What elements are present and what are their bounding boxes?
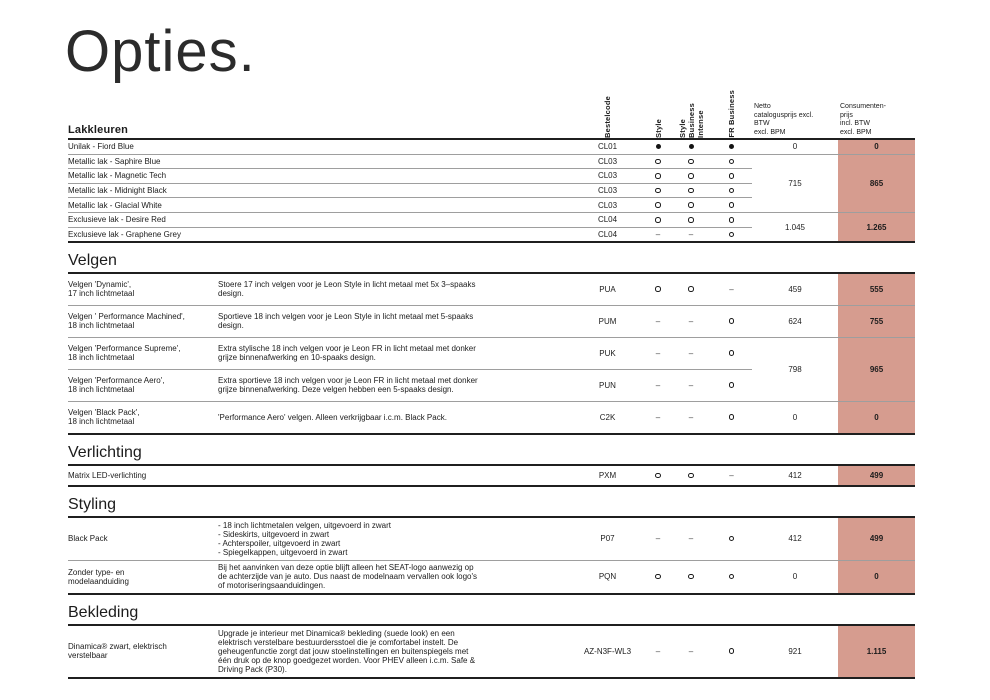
optional-open-circle-icon <box>655 159 661 165</box>
option-description-text: Extra sportieve 18 inch velgen voor je Leon FR in licht metaal met donker grijze binnenafwerking. Deze velgen hebben een 5-spaaks design. <box>218 376 478 395</box>
option-name-line: Velgen 'Dynamic', <box>68 280 132 290</box>
option-description <box>218 561 570 594</box>
availability-fr-business <box>711 338 752 370</box>
option-name-line: 18 inch lichtmetaal <box>68 385 135 395</box>
availability-style-business-intense <box>671 184 711 199</box>
option-description <box>218 402 570 433</box>
option-name-line: Exclusieve lak - Graphene Grey <box>68 229 181 239</box>
availability-style <box>645 402 671 433</box>
availability-fr-business <box>711 198 752 213</box>
option-name-line: 18 inch lichtmetaal <box>68 321 135 331</box>
column-label-consumentenprijs: Consumenten- prijs incl. BTW excl. BPM <box>840 103 886 136</box>
option-description <box>218 274 570 306</box>
optional-open-circle-icon <box>655 202 661 208</box>
optional-open-circle-icon <box>729 574 735 580</box>
option-name <box>68 198 570 213</box>
netto-price: 715 <box>752 155 838 213</box>
optional-open-circle-icon <box>729 414 735 420</box>
option-name <box>68 228 570 242</box>
option-name <box>68 169 570 184</box>
optional-open-circle-icon <box>729 159 735 165</box>
order-code: CL03 <box>570 155 645 170</box>
availability-fr-business <box>711 466 752 485</box>
availability-fr-business <box>711 274 752 306</box>
option-name-line: Velgen 'Black Pack', <box>68 408 140 418</box>
option-description-text: Sportieve 18 inch velgen voor je Leon Style in licht metaal met 5-spaaks design. <box>218 312 474 331</box>
option-name <box>68 402 218 433</box>
availability-style <box>645 140 671 155</box>
order-code: PUM <box>570 306 645 338</box>
availability-fr-business <box>711 306 752 338</box>
section-title-bekleding <box>68 595 915 626</box>
option-name-line: Exclusieve lak - Desire Red <box>68 215 166 225</box>
availability-style-business-intense <box>671 198 711 213</box>
consumenten-price: 1.265 <box>838 213 915 241</box>
availability-style <box>645 626 671 677</box>
not-available-dash: – <box>655 412 661 422</box>
order-code: CL03 <box>570 184 645 199</box>
availability-style-business-intense <box>671 140 711 155</box>
option-name <box>68 213 570 228</box>
order-code: AZ-N3F-WL3 <box>583 646 632 656</box>
optional-open-circle-icon <box>688 574 694 580</box>
section-table-bekleding <box>68 626 915 679</box>
option-name-line: 18 inch lichtmetaal <box>68 417 135 427</box>
availability-fr-business <box>711 626 752 677</box>
option-name-line: Velgen 'Performance Supreme', <box>68 344 181 354</box>
option-description-text: Upgrade je interieur met Dinamica® bekleding (suede look) en een elektrisch verstelbare bestuurdersstoel die je comfortabel instelt. De geheugenfunctie zorgt dat jouw stoelinstellingen en buitenspiegels met één druk op de knop goedgezet worden. Voor PHEV alleen i.c.m. Safe & Driving Pack (P30). <box>218 628 476 674</box>
availability-style-business-intense <box>671 169 711 184</box>
option-name-line: Velgen ' Performance Machined', <box>68 312 185 322</box>
netto-price: 412 <box>788 471 802 481</box>
consumenten-price: 965 <box>838 338 915 402</box>
page-title: Opties. <box>65 19 256 84</box>
not-available-dash: – <box>688 229 694 239</box>
availability-style <box>645 561 671 594</box>
netto-price: 0 <box>752 140 838 155</box>
netto-price: 412 <box>752 518 838 561</box>
optional-open-circle-icon <box>688 217 694 223</box>
option-name <box>68 370 218 402</box>
not-available-dash: – <box>688 646 694 656</box>
section-title-label: Bekleding <box>68 604 139 622</box>
order-code: PUA <box>570 274 645 306</box>
option-description-text: 'Performance Aero' velgen. Alleen verkrijgbaar i.c.m. Black Pack. <box>218 412 447 422</box>
option-name-line: Velgen 'Performance Aero', <box>68 376 165 386</box>
standard-filled-dot-icon <box>656 144 661 149</box>
options-price-page <box>65 0 915 679</box>
order-code: CL03 <box>570 169 645 184</box>
option-name <box>68 155 570 170</box>
availability-fr-business <box>711 213 752 228</box>
option-name-line: Black Pack <box>68 534 108 544</box>
optional-open-circle-icon <box>688 173 694 179</box>
option-name <box>68 518 218 561</box>
section-title-label: Velgen <box>68 252 117 270</box>
column-label-style-business-intense: Style Business Intense <box>677 103 705 138</box>
option-name <box>68 338 218 370</box>
consumenten-price: 0 <box>838 402 915 433</box>
column-label-bestelcode: Bestelcode <box>603 95 612 138</box>
consumenten-price: 1.115 <box>838 626 915 677</box>
availability-style <box>645 184 671 199</box>
section-title-lakkleuren: Lakkleuren <box>68 124 129 136</box>
availability-fr-business <box>711 561 752 594</box>
netto-price: 0 <box>792 413 798 423</box>
availability-style <box>645 466 671 485</box>
option-description-text: Stoere 17 inch velgen voor je Leon Style in licht metaal met 5x 3–spaaks design. <box>218 280 476 299</box>
consumenten-price: 555 <box>838 274 915 306</box>
not-available-dash: – <box>688 380 694 390</box>
optional-open-circle-icon <box>688 286 694 292</box>
not-available-dash: – <box>655 316 661 326</box>
standard-filled-dot-icon <box>689 144 694 149</box>
optional-open-circle-icon <box>688 159 694 165</box>
optional-open-circle-icon <box>655 217 661 223</box>
option-name-line: Metallic lak - Glacial White <box>68 200 162 210</box>
option-name <box>68 561 218 594</box>
section-table-lakkleuren <box>68 140 915 243</box>
availability-style <box>645 370 671 402</box>
order-code: PUK <box>570 338 645 370</box>
consumenten-price: 0 <box>838 561 915 594</box>
optional-open-circle-icon <box>655 286 661 292</box>
option-description <box>218 518 570 561</box>
availability-style-business-intense <box>671 402 711 433</box>
standard-filled-dot-icon <box>729 144 734 149</box>
optional-open-circle-icon <box>688 473 694 479</box>
order-code: C2K <box>599 412 616 422</box>
optional-open-circle-icon <box>655 173 661 179</box>
order-code: CL04 <box>597 229 618 239</box>
availability-fr-business <box>711 169 752 184</box>
option-description <box>218 306 570 338</box>
option-description-text: Extra stylische 18 inch velgen voor je Leon FR in licht metaal met donker grijze binnenafwerking en 10-spaaks design. <box>218 344 476 363</box>
availability-style <box>645 306 671 338</box>
availability-style-business-intense <box>671 466 711 485</box>
availability-fr-business <box>711 370 752 402</box>
not-available-dash: – <box>655 348 661 358</box>
option-name-line: 17 inch lichtmetaal <box>68 289 135 299</box>
order-code: CL03 <box>570 198 645 213</box>
not-available-dash: – <box>655 380 661 390</box>
optional-open-circle-icon <box>729 382 735 388</box>
availability-style-business-intense <box>671 518 711 561</box>
column-style <box>645 68 671 138</box>
option-name-line: Metallic lak - Midnight Black <box>68 186 167 196</box>
availability-style-business-intense <box>671 626 711 677</box>
option-name-line: Metallic lak - Saphire Blue <box>68 156 161 166</box>
netto-price: 624 <box>752 306 838 338</box>
table-sections <box>68 140 915 679</box>
netto-price: 798 <box>752 338 838 402</box>
availability-style <box>645 338 671 370</box>
order-code: PQN <box>598 572 617 582</box>
section-title-label: Verlichting <box>68 444 142 462</box>
netto-price: 921 <box>788 646 802 656</box>
option-description-text: Bij het aanvinken van deze optie blijft alleen het SEAT-logo aanwezig op de achterzijde van je auto. Dus naast de modelnaam vervallen ook logo's of motoriseringsaanduidingen. <box>218 563 478 591</box>
section-title-velgen <box>68 243 915 274</box>
option-description <box>218 338 570 370</box>
consumenten-price: 499 <box>838 466 915 485</box>
option-name <box>68 466 570 485</box>
not-available-dash: – <box>688 316 694 326</box>
netto-price: 1.045 <box>784 222 806 232</box>
availability-style-business-intense <box>671 338 711 370</box>
option-name-line: Unilak - Fiord Blue <box>68 142 134 152</box>
not-available-dash: – <box>688 534 694 544</box>
optional-open-circle-icon <box>729 173 735 179</box>
column-label-netto-prijs: Netto catalogusprijs excl. BTW excl. BPM <box>754 103 814 136</box>
availability-style-business-intense <box>671 228 711 242</box>
availability-style-business-intense <box>671 274 711 306</box>
availability-style-business-intense <box>671 306 711 338</box>
availability-style-business-intense <box>671 561 711 594</box>
optional-open-circle-icon <box>655 473 661 479</box>
column-label-fr-business: FR Business <box>727 90 736 138</box>
optional-open-circle-icon <box>729 536 735 542</box>
availability-fr-business <box>711 155 752 170</box>
option-name-line: 18 inch lichtmetaal <box>68 353 135 363</box>
optional-open-circle-icon <box>688 202 694 208</box>
section-table-verlichting <box>68 466 915 487</box>
netto-price: 0 <box>792 572 798 582</box>
optional-open-circle-icon <box>729 318 735 324</box>
not-available-dash: – <box>688 412 694 422</box>
option-name-line: Metallic lak - Magnetic Tech <box>68 171 167 181</box>
column-bestelcode <box>570 68 645 138</box>
optional-open-circle-icon <box>729 188 735 194</box>
section-title-verlichting <box>68 435 915 466</box>
optional-open-circle-icon <box>729 202 735 208</box>
option-name-line: Dinamica® zwart, elektrisch <box>68 642 167 652</box>
order-code: CL01 <box>570 140 645 155</box>
option-description-text: - 18 inch lichtmetalen velgen, uitgevoerd in zwart - Sideskirts, uitgevoerd in zwart - Achterspoiler, uitgevoerd in zwart - Spiegelkappen, uitgevoerd in zwart <box>218 520 391 557</box>
column-fr-business <box>711 68 752 138</box>
order-code: PXM <box>598 471 617 481</box>
option-name-line: modelaanduiding <box>68 576 129 586</box>
netto-price: 459 <box>752 274 838 306</box>
order-code: CL04 <box>570 213 645 228</box>
section-title-label: Styling <box>68 496 117 514</box>
availability-style-business-intense <box>671 213 711 228</box>
option-name-line: verstelbaar <box>68 651 108 661</box>
optional-open-circle-icon <box>688 188 694 194</box>
column-style-business-intense <box>671 68 711 138</box>
consumenten-price: 865 <box>838 155 915 213</box>
optional-open-circle-icon <box>655 188 661 194</box>
optional-open-circle-icon <box>729 648 735 654</box>
not-available-dash: – <box>655 229 661 239</box>
section-title-styling <box>68 487 915 518</box>
column-label-style: Style <box>653 119 663 138</box>
availability-fr-business <box>711 184 752 199</box>
availability-fr-business <box>711 228 752 242</box>
option-description <box>218 370 570 402</box>
optional-open-circle-icon <box>729 217 735 223</box>
optional-open-circle-icon <box>655 574 661 580</box>
section-table-velgen <box>68 274 915 435</box>
option-name-line: Matrix LED-verlichting <box>68 471 147 481</box>
availability-style-business-intense <box>671 155 711 170</box>
option-name <box>68 306 218 338</box>
order-code: P07 <box>570 518 645 561</box>
availability-style <box>645 518 671 561</box>
option-description <box>218 626 570 677</box>
availability-style <box>645 228 671 242</box>
optional-open-circle-icon <box>729 232 735 238</box>
availability-style <box>645 274 671 306</box>
option-name <box>68 274 218 306</box>
not-available-dash: – <box>655 534 661 544</box>
availability-style <box>645 169 671 184</box>
consumenten-price: 0 <box>838 140 915 155</box>
availability-style <box>645 155 671 170</box>
not-available-dash: – <box>729 284 734 294</box>
availability-fr-business <box>711 140 752 155</box>
not-available-dash: – <box>729 471 734 481</box>
optional-open-circle-icon <box>729 350 735 356</box>
consumenten-price: 499 <box>838 518 915 561</box>
not-available-dash: – <box>688 348 694 358</box>
availability-fr-business <box>711 402 752 433</box>
consumenten-price: 755 <box>838 306 915 338</box>
not-available-dash: – <box>655 646 661 656</box>
section-table-styling <box>68 518 915 595</box>
availability-fr-business <box>711 518 752 561</box>
availability-style <box>645 213 671 228</box>
option-name-line: Zonder type- en <box>68 567 125 577</box>
option-name <box>68 140 570 155</box>
option-name <box>68 184 570 199</box>
availability-style-business-intense <box>671 370 711 402</box>
availability-style <box>645 198 671 213</box>
option-name <box>68 626 218 677</box>
order-code: PUN <box>570 370 645 402</box>
